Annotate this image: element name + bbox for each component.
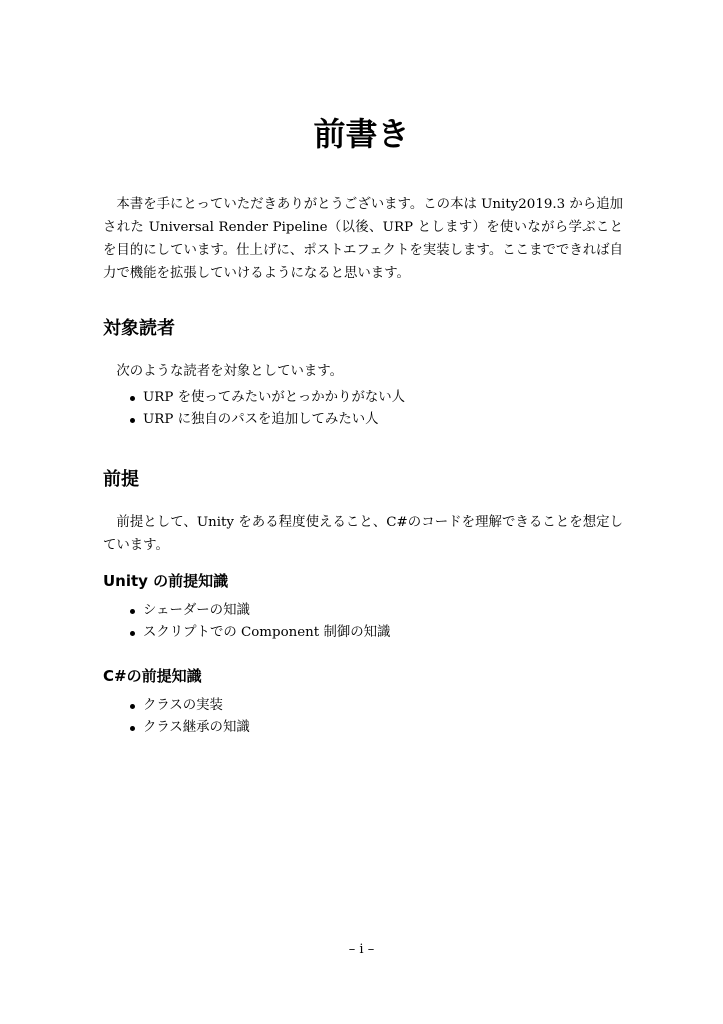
unity-prereq-list bbox=[103, 600, 390, 644]
list-item-text: クラス継承の知識 bbox=[143, 720, 250, 735]
csharp-prereq-list bbox=[103, 695, 250, 739]
list-item bbox=[103, 600, 390, 622]
list-item-text: シェーダーの知識 bbox=[143, 603, 250, 618]
bullet-icon bbox=[130, 631, 135, 636]
list-item-text: URP を使ってみたいがとっかかりがない人 bbox=[143, 390, 406, 405]
bullet-icon bbox=[130, 396, 135, 401]
list-item bbox=[103, 717, 250, 739]
page-title: 前書き bbox=[313, 115, 410, 153]
unity-prereq-heading: Unity の前提知識 bbox=[103, 572, 229, 590]
bullet-icon bbox=[130, 418, 135, 423]
list-item-text: クラスの実装 bbox=[143, 698, 223, 713]
list-item bbox=[103, 695, 250, 717]
bullet-icon bbox=[130, 726, 135, 731]
csharp-prereq-heading: C#の前提知識 bbox=[103, 667, 202, 685]
list-item-text: URP に独自のパスを追加してみたい人 bbox=[143, 412, 379, 427]
page-number: – i – bbox=[348, 942, 375, 957]
list-item bbox=[103, 387, 405, 409]
bullet-icon bbox=[130, 704, 135, 709]
list-item-text: スクリプトでの Component 制御の知識 bbox=[143, 625, 391, 640]
audience-lead: 次のような読者を対象としています。 bbox=[116, 364, 343, 379]
intro-paragraph: 本書を手にとっていただきありがとうございます。この本は Unity2019.3 から追加された Universal Render Pipeline（以後、URP とします）を使いながら学ぶことを目的にしています。仕上げに、ポストエフェクトを実装します。ここまでできれば自力で機能を拡張していけるようになると思います。 bbox=[103, 197, 623, 281]
audience-list bbox=[103, 387, 405, 431]
list-item bbox=[103, 622, 390, 644]
audience-heading: 対象読者 bbox=[103, 318, 175, 339]
prerequisites-lead: 前提として、Unity をある程度使えること、C#のコードを理解できることを想定しています。 bbox=[103, 515, 623, 553]
bullet-icon bbox=[130, 609, 135, 614]
list-item bbox=[103, 409, 405, 431]
prerequisites-heading: 前提 bbox=[103, 469, 139, 490]
